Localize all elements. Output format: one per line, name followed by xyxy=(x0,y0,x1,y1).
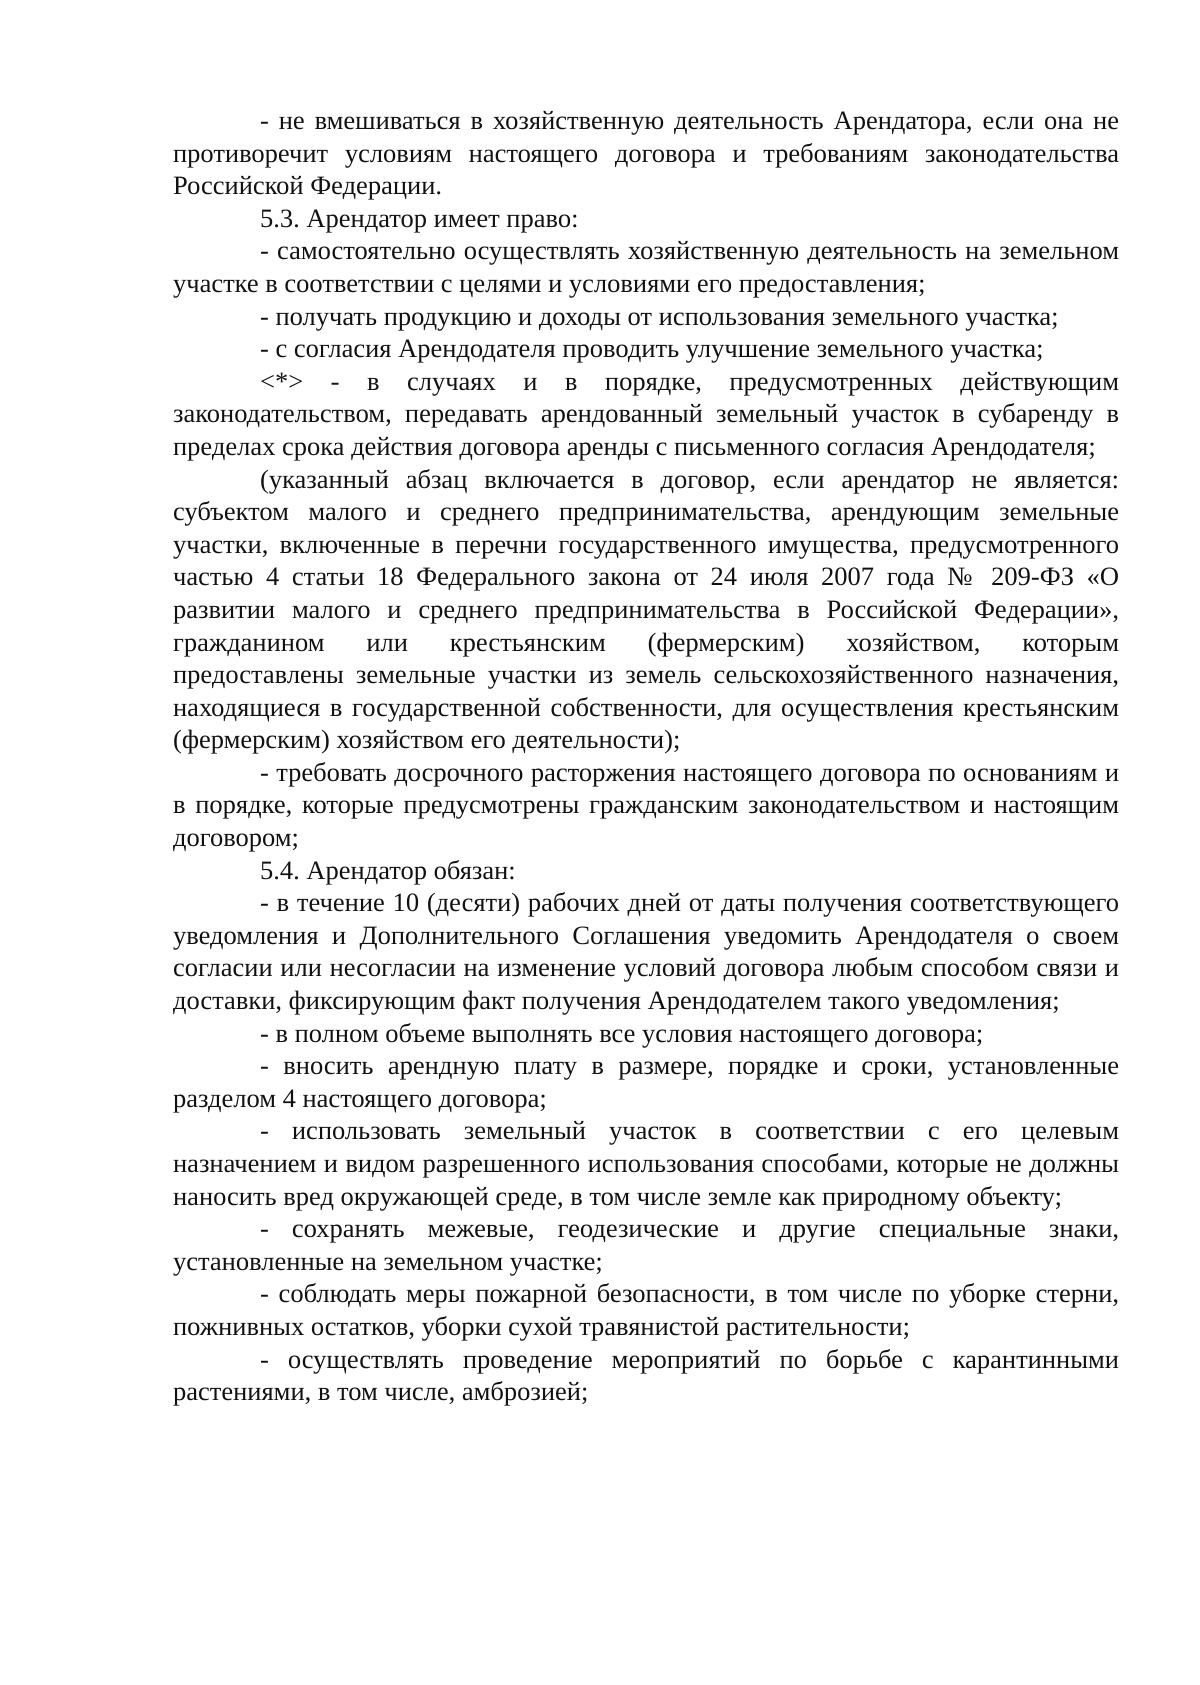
paragraph-improvement: - с согласия Арендодателя проводить улучшение земельного участка; xyxy=(260,333,1044,364)
section-heading-5-3: 5.3. Арендатор имеет право: xyxy=(260,202,579,233)
paragraph-land-use: - использовать земельный участок в соответствии с его целевым назначением и видом разрешенного использования способами, которые не должны наносить вред окружающей среде, в том числе земле как природному объекту; xyxy=(173,1115,1119,1211)
paragraph-rent-payment: - вносить арендную плату в размере, порядке и сроки, установленные разделом 4 настоящего договора; xyxy=(173,1050,1119,1113)
paragraph-economic-activity: - самостоятельно осуществлять хозяйственную деятельность на земельном участке в соответствии с целями и условиями его предоставления; xyxy=(173,235,1119,298)
paragraph-quarantine-plants: - осуществлять проведение мероприятий по борьбе с карантинными растениями, в том числе, амброзией; xyxy=(173,1343,1119,1407)
paragraph-no-interference: - не вмешиваться в хозяйственную деятельность Арендатора, если она не противоречит условиям настоящего договора и требованиям законодательства Российской Федерации. xyxy=(173,105,1119,201)
paragraph-sublease: <*> - в случаях и в порядке, предусмотренных действующим законодательством, передавать арендованный земельный участок в субаренду в пределах срока действия договора аренды с письменного согласия Арендодателя; xyxy=(173,365,1119,461)
paragraph-sublease-note: (указанный абзац включается в договор, если арендатор не является: субъектом малого и среднего предпринимательства, арендующим земельные участки, включенные в перечни государственного имущества, предусмотренного частью 4 статьи 18 Федерального закона от 24 июля 2007 года № 209-ФЗ «О развитии малого и среднего предпринимательства в Российской Федерации», гражданином или крестьянским (фермерским) хозяйством, которым предоставлены земельные участки из земель сельскохозяйственного назначения, находящиеся в государственной собственности, для осуществления крестьянским (фермерским) хозяйством его деятельности); xyxy=(173,463,1119,755)
paragraph-fire-safety: - соблюдать меры пожарной безопасности, в том числе по уборке стерни, пожнивных остатков, уборки сухой травянистой растительности; xyxy=(173,1278,1119,1341)
document-body xyxy=(173,104,1119,1408)
paragraph-income: - получать продукцию и доходы от использования земельного участка; xyxy=(260,300,1059,331)
paragraph-fulfil-conditions: - в полном объеме выполнять все условия настоящего договора; xyxy=(260,1017,984,1048)
paragraph-notification: - в течение 10 (десяти) рабочих дней от даты получения соответствующего уведомления и Дополнительного Соглашения уведомить Арендодателя о своем согласии или несогласии на изменение условий договора любым способом связи и доставки, фиксирующим факт получения Арендодателем такого уведомления; xyxy=(173,887,1119,1016)
paragraph-survey-markers: - сохранять межевые, геодезические и другие специальные знаки, установленные на земельном участке; xyxy=(173,1213,1119,1276)
section-heading-5-4: 5.4. Арендатор обязан: xyxy=(260,854,516,885)
paragraph-early-termination: - требовать досрочного расторжения настоящего договора по основаниям и в порядке, которые предусмотрены гражданским законодательством и настоящим договором; xyxy=(173,756,1119,853)
